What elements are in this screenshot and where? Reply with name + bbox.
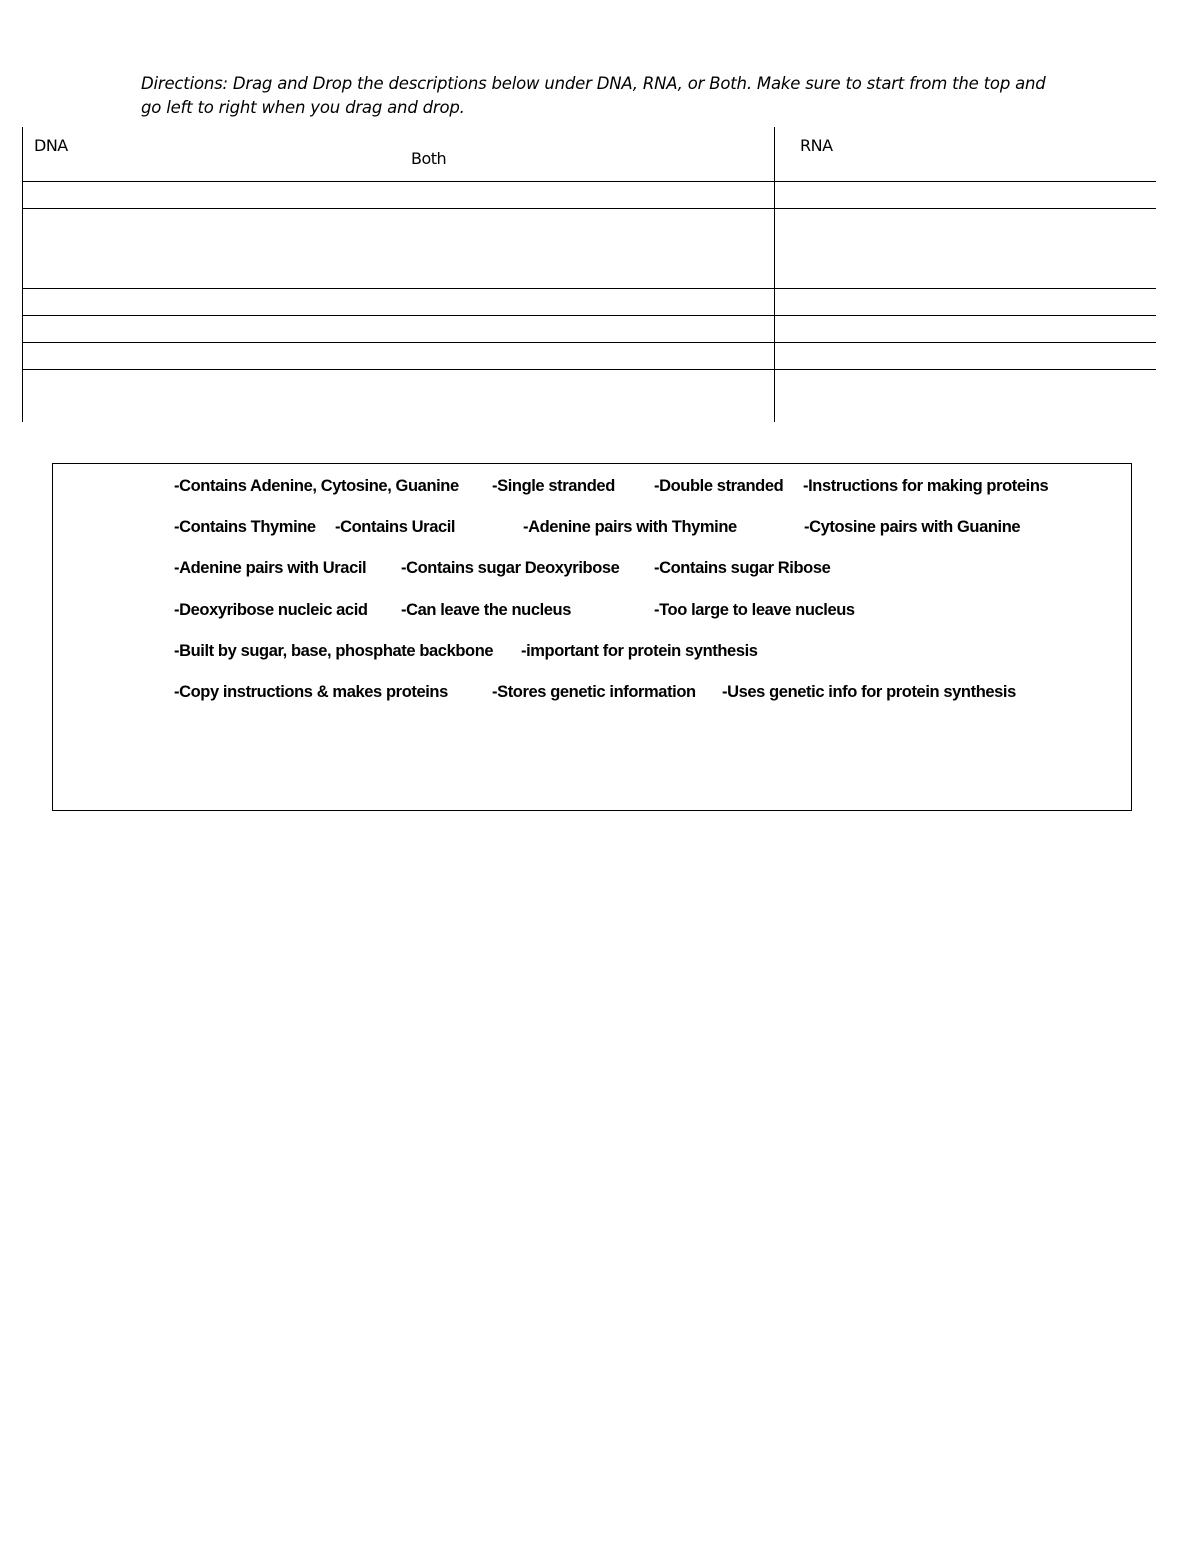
- table-rule: [22, 342, 1156, 343]
- drop-zone-right[interactable]: [775, 289, 1156, 315]
- both-column-header: Both: [411, 149, 447, 168]
- table-rule: [22, 208, 1156, 209]
- table-rule: [22, 181, 1156, 182]
- dna-column-header: DNA: [34, 136, 68, 155]
- drop-zone-left[interactable]: [23, 182, 774, 208]
- drag-card[interactable]: -Contains Adenine, Cytosine, Guanine: [174, 477, 459, 495]
- table-row: [22, 370, 1156, 422]
- drag-card[interactable]: -Built by sugar, base, phosphate backbone: [174, 642, 494, 660]
- drag-card[interactable]: -Uses genetic info for protein synthesis: [722, 683, 1016, 701]
- drag-card[interactable]: -Single stranded: [492, 477, 615, 495]
- table-row: [22, 182, 1156, 208]
- drop-zone-right[interactable]: [775, 370, 1156, 422]
- table-row: [22, 289, 1156, 315]
- drag-card[interactable]: -Can leave the nucleus: [401, 601, 572, 619]
- drop-zone-left[interactable]: [23, 370, 774, 422]
- drag-card[interactable]: -Contains Uracil: [335, 518, 456, 536]
- word-bank: [52, 463, 1132, 811]
- drop-zone-left[interactable]: [23, 209, 774, 288]
- sorting-table: [22, 127, 1156, 422]
- drag-card[interactable]: -Cytosine pairs with Guanine: [804, 518, 1021, 536]
- rna-column-header: RNA: [800, 136, 833, 155]
- table-row: [22, 343, 1156, 369]
- drag-card[interactable]: -Instructions for making proteins: [803, 477, 1049, 495]
- drag-card[interactable]: -Double stranded: [654, 477, 784, 495]
- table-rule: [22, 369, 1156, 370]
- directions-text: Directions: Drag and Drop the descriptions below under DNA, RNA, or Both. Make sure to start from the top and go left to right when you drag and drop.: [141, 74, 1046, 117]
- drop-zone-left[interactable]: [23, 343, 774, 369]
- drag-card[interactable]: -Contains Thymine: [174, 518, 316, 536]
- table-column-divider: [774, 127, 775, 422]
- drag-card[interactable]: -Contains sugar Deoxyribose: [401, 559, 620, 577]
- drag-card[interactable]: -Contains sugar Ribose: [654, 559, 831, 577]
- drag-card[interactable]: -important for protein synthesis: [521, 642, 758, 660]
- drop-zone-left[interactable]: [23, 289, 774, 315]
- table-rule: [22, 288, 1156, 289]
- drag-card[interactable]: -Adenine pairs with Uracil: [174, 559, 367, 577]
- drag-card[interactable]: -Adenine pairs with Thymine: [523, 518, 737, 536]
- table-border-left: [22, 127, 23, 422]
- drop-zone-right[interactable]: [775, 316, 1156, 342]
- table-row: [22, 209, 1156, 288]
- drag-card[interactable]: -Too large to leave nucleus: [654, 601, 855, 619]
- drop-zone-right[interactable]: [775, 343, 1156, 369]
- table-row: [22, 316, 1156, 342]
- drop-zone-right[interactable]: [775, 209, 1156, 288]
- table-rule: [22, 315, 1156, 316]
- drag-card[interactable]: -Deoxyribose nucleic acid: [174, 601, 368, 619]
- drag-card[interactable]: -Copy instructions & makes proteins: [174, 683, 448, 701]
- drop-zone-right[interactable]: [775, 182, 1156, 208]
- drop-zone-left[interactable]: [23, 316, 774, 342]
- drag-card[interactable]: -Stores genetic information: [492, 683, 696, 701]
- header-row: [22, 127, 1156, 181]
